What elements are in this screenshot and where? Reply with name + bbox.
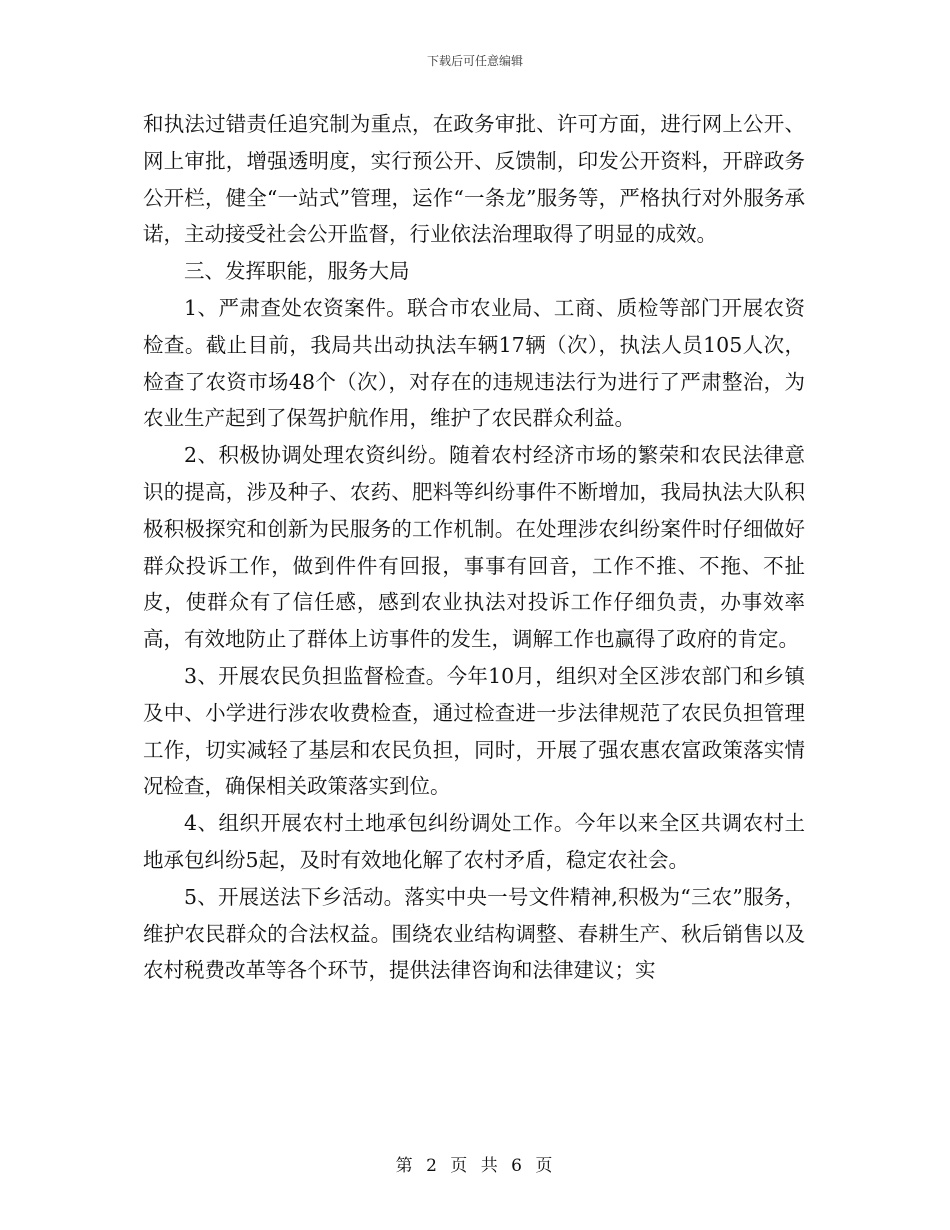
paragraph-continuation: 和执法过错责任追究制为重点，在政务审批、许可方面，进行网上公开、网上审批，增强透明度，实行预公开、反馈制，印发公开资料，开辟政务公开栏，健全“一站式”管理，运作“一条龙”服务等，严格执行对外服务承诺，主动接受社会公开监督，行业依法治理取得了明显的成效。: [143, 112, 805, 247]
document-body: [143, 106, 805, 989]
section-heading: 三、发挥职能，服务大局: [184, 259, 410, 284]
page-number: 第 2 页 共 6 页: [395, 1156, 555, 1176]
paragraph-item-1: 1、严肃查处农资案件。联合市农业局、工商、质检等部门开展农资检查。截止目前，我局共出动执法车辆17辆（次），执法人员105人次，检查了农资市场48个（次），对存在的违规违法行为进行了严肃整治，为农业生产起到了保驾护航作用，维护了农民群众利益。: [143, 295, 805, 431]
paragraph-item-3: 3、开展农民负担监督检查。今年10月，组织对全区涉农部门和乡镇及中、小学进行涉农收费检查，通过检查进一步法律规范了农民负担管理工作，切实减轻了基层和农民负担，同时，开展了强农惠农富政策落实情况检查，确保相关政策落实到位。: [143, 663, 805, 799]
page-header: 下载后可任意编辑: [426, 54, 523, 68]
paragraph-item-5: 5、开展送法下乡活动。落实中央一号文件精神,积极为“三农”服务，维护农民群众的合法权益。围绕农业结构调整、春耕生产、秋后销售以及农村税费改革等各个环节，提供法律咨询和法律建议；实: [143, 884, 805, 983]
paragraph-item-2: 2、积极协调处理农资纠纷。随着农村经济市场的繁荣和农民法律意识的提高，涉及种子、农药、肥料等纠纷事件不断增加，我局执法大队积极积极探究和创新为民服务的工作机制。在处理涉农纠纷案件时仔细做好群众投诉工作，做到件件有回报，事事有回音，工作不推、不拖、不扯皮，使群众有了信任感，感到农业执法对投诉工作仔细负责，办事效率高，有效地防止了群体上访事件的发生，调解工作也赢得了政府的肯定。: [143, 443, 805, 652]
paragraph-item-4: 4、组织开展农村土地承包纠纷调处工作。今年以来全区共调农村土地承包纠纷5起，及时有效地化解了农村矛盾，稳定农社会。: [143, 811, 805, 872]
